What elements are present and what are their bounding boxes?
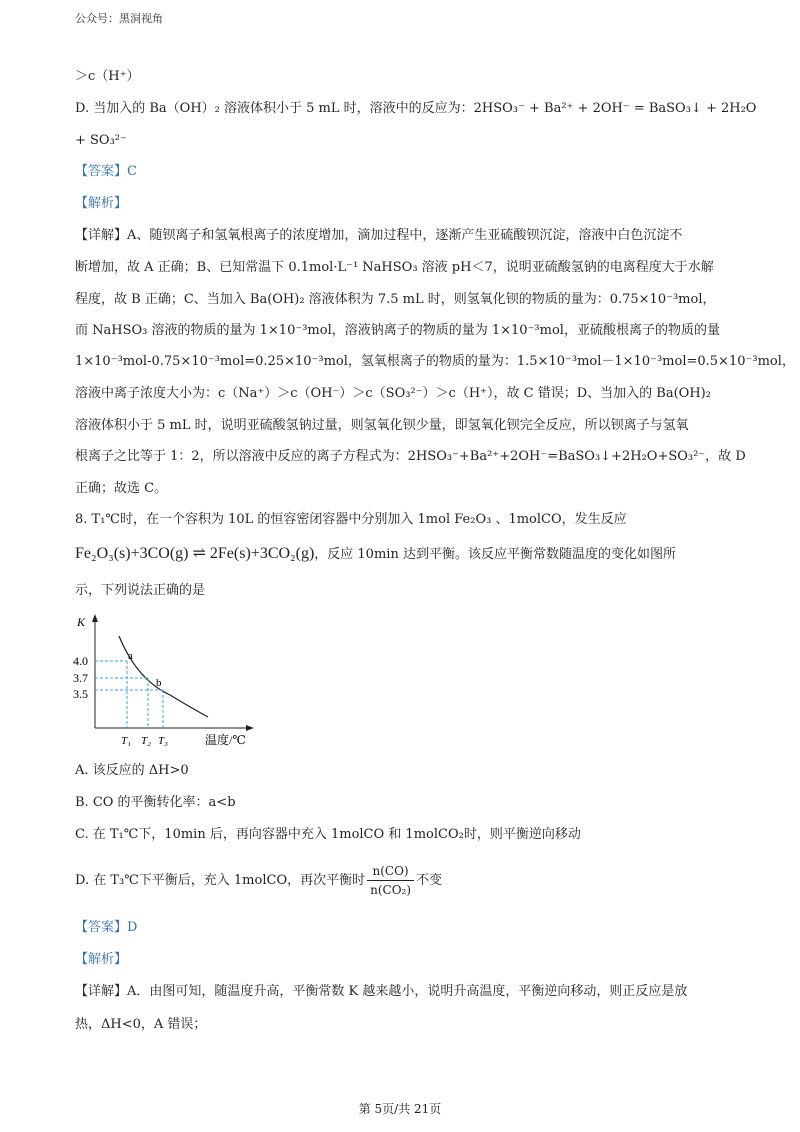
- page-footer: 第 5页/共 21页: [358, 1102, 442, 1116]
- x-tick-label: T₁: [121, 735, 131, 747]
- detail-line: 断增加，故 A 正确；B、已知常温下 0.1mol·L⁻¹ NaHSO₃ 溶液 pH＜7，说明亚硫酸氢钠的电离程度大于水解: [75, 260, 714, 275]
- detail-line-2: 【详解】A．由图可知，随温度升高，平衡常数 K 越来越小，说明升高温度，平衡逆向移动，则正反应是放: [75, 984, 688, 999]
- analysis-label-2: 【解析】: [75, 952, 128, 967]
- detail-line: 程度，故 B 正确；C、当加入 Ba(OH)₂ 溶液体积为 7.5 mL 时，则氢氧化钡的物质的量为：0.75×10⁻³mol，: [75, 292, 716, 307]
- y-tick-label: 4.0: [73, 654, 88, 668]
- option-d-prefix: D. 在 T₃℃下平衡后，充入 1molCO，再次平衡时: [75, 873, 366, 888]
- analysis-label: 【解析】: [75, 196, 128, 211]
- option-b: B. CO 的平衡转化率：a<b: [75, 795, 236, 810]
- detail-line: 1×10⁻³mol-0.75×10⁻³mol=0.25×10⁻³mol，氢氧根离子的物质的量为：1.5×10⁻³mol－1×10⁻³mol=0.5×10⁻³mol，: [75, 354, 795, 369]
- k-temperature-graph: [70, 610, 270, 750]
- question-8-stem: 8. T₁℃时，在一个容积为 10L 的恒容密闭容器中分别加入 1mol Fe₂O₃ 、1molCO，发生反应: [75, 512, 627, 527]
- x-axis-arrow: [246, 725, 254, 731]
- y-tick-label: 3.7: [73, 671, 88, 685]
- ratio-fraction: [367, 862, 414, 899]
- detail-line: 溶液中离子浓度大小为：c（Na⁺）＞c（OH⁻）＞c（SO₃²⁻）＞c（H⁺），故 C 错误；D、当加入的 Ba(OH)₂: [75, 386, 711, 401]
- detail-line: 根离子之比等于 1：2，所以溶液中反应的离子方程式为：2HSO₃⁻+Ba²⁺+2OH⁻=BaSO₃↓+2H₂O+SO₃²⁻，故 D: [75, 449, 746, 464]
- option-d-text: D. 当加入的 Ba（OH）₂ 溶液体积小于 5 mL 时，溶液中的反应为：2HSO₃⁻ + Ba²⁺ + 2OH⁻ = BaSO₃↓ + 2H₂O: [75, 101, 757, 116]
- detail-line: 而 NaHSO₃ 溶液的物质的量为 1×10⁻³mol，溶液钠离子的物质的量为 1×10⁻³mol，亚硫酸根离子的物质的量: [75, 323, 720, 338]
- y-axis-label: K: [77, 615, 86, 629]
- detail-line: 正确；故选 C。: [75, 481, 168, 496]
- text-line: + SO₃²⁻: [75, 133, 127, 148]
- fraction-denominator: n(CO₂): [370, 883, 412, 897]
- x-tick-label: T₂: [141, 735, 151, 747]
- answer-label-2: 【答案】D: [75, 920, 138, 935]
- question-8-stem-end: 示，下列说法正确的是: [75, 583, 206, 598]
- option-d-suffix: 不变: [416, 873, 443, 888]
- answer-label: 【答案】C: [75, 164, 137, 179]
- option-c: C. 在 T₁℃下，10min 后，再向容器中充入 1molCO 和 1molCO₂时，则平衡逆向移动: [75, 827, 581, 842]
- fraction-numerator: n(CO): [367, 862, 414, 881]
- detail-line: 【详解】A、随钡离子和氢氧根离子的浓度增加，滴加过程中，逐渐产生亚硫酸钡沉淀，溶液中白色沉淀不: [75, 228, 683, 243]
- text-line: ＞c（H⁺）: [75, 69, 140, 84]
- detail-line: 溶液体积小于 5 mL 时，说明亚硫酸氢钠过量，则氢氧化钡少量，即氢氧化钡完全反应，所以钡离子与氢氧: [75, 418, 689, 433]
- reaction-text: ，反应 10min 达到平衡。该反应平衡常数随温度的变化如图所: [314, 547, 676, 562]
- y-tick-label: 3.5: [73, 687, 88, 701]
- point-label-a: a: [128, 650, 133, 662]
- option-a: A. 该反应的 ΔH>0: [75, 763, 189, 778]
- option-d: [75, 862, 442, 899]
- k-curve: [119, 636, 208, 717]
- y-axis-arrow: [92, 614, 98, 622]
- point-label-b: b: [156, 677, 162, 689]
- reaction-equation-line: [75, 545, 676, 564]
- x-tick-label: T₃: [158, 735, 168, 747]
- page-header: 公众号：黑洞视角: [75, 12, 163, 25]
- x-axis-label: 温度/℃: [205, 733, 246, 747]
- reaction-equation: Fe₂O₃(s)+3CO(g) ⇌ 2Fe(s)+3CO₂(g): [75, 545, 315, 562]
- detail-line-2: 热，ΔH<0，A 错误；: [75, 1017, 207, 1032]
